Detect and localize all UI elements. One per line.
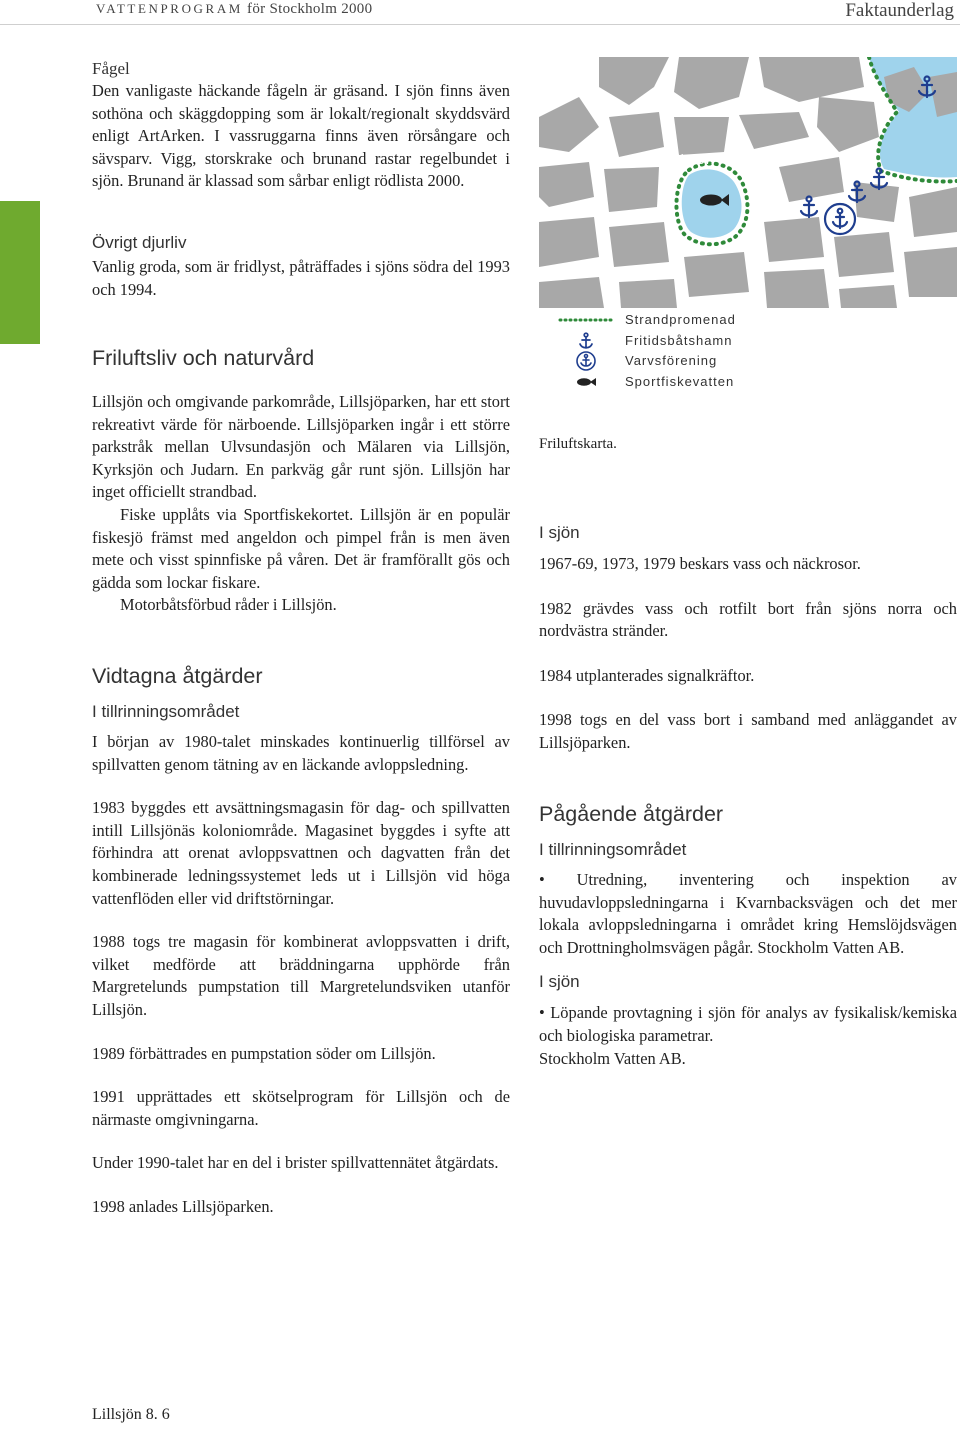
legend-row-strandpromenad — [556, 310, 856, 331]
fagel-section — [92, 58, 510, 193]
legend-row-sportfiskevatten — [556, 372, 856, 393]
isjon-section — [539, 522, 957, 755]
chapter-tab-marker — [0, 201, 40, 344]
legend-row-varvsforening — [556, 351, 856, 372]
map-legend — [556, 310, 856, 392]
legend-label: Fritidsbåtshamn — [625, 332, 733, 348]
map-lake-label: Lillsjön — [661, 151, 716, 167]
vidtagna-p5: 1991 upprättades ett skötselprogram för Lillsjön och de närmaste omgivningarna. — [92, 1087, 510, 1129]
legend-row-fritidsbatshamn — [556, 331, 856, 352]
djurliv-section — [92, 232, 510, 301]
vidtagna-p6: Under 1990-talet har en del i brister spillvattennätet åtgärdats. — [92, 1153, 499, 1173]
friluftskarta-map — [539, 57, 957, 308]
fagel-heading: Fågel — [92, 59, 130, 78]
djurliv-heading: Övrigt djurliv — [92, 233, 187, 252]
map-caption: Friluftskarta. — [539, 436, 617, 452]
vidtagna-section — [92, 662, 510, 1219]
isjon-p4: 1998 togs en del vass bort i samband med anläggandet av Lillsjöparken. — [539, 710, 957, 752]
pagaende-tillrinning-heading: I tillrinningsområdet — [539, 840, 687, 859]
circled-anchor-icon — [575, 351, 597, 371]
vidtagna-p1: I början av 1980-talet minskades kontinuerlig tillförsel av spillvatten genom tätning av en läckande avloppsledning. — [92, 732, 510, 774]
vidtagna-p4: 1989 förbättrades en pumpstation söder om Lillsjön. — [92, 1043, 436, 1063]
legend-label: Strandpromenad — [625, 312, 736, 327]
section-title: Faktaunderlag — [845, 0, 954, 21]
isjon-p1: 1967-69, 1973, 1979 beskars vass och näckrosor. — [539, 554, 861, 573]
dotted-line-icon — [558, 317, 614, 323]
pagaende-heading: Pågående åtgärder — [539, 802, 724, 826]
pagaende-org: Stockholm Vatten AB. — [539, 1048, 686, 1068]
pagaende-isjon-heading: I sjön — [539, 972, 580, 992]
isjon-p2: 1982 grävdes vass och rotfilt bort från sjöns norra och nordvästra stränder. — [539, 598, 957, 641]
vidtagna-p2: 1983 byggdes ett avsättningsmagasin för dag- och spillvatten intill Lillsjönäs koloniområde. Magasinet byggdes i syfte att förhindra att orenat avloppsvattnen och dagvatten från det kombinerade ledningssystemet leds ut i Lillsjön vid höga vattenflöden eller vid driftstörningar. — [92, 798, 510, 908]
isjon-p3: 1984 utplanterades signalkräftor. — [539, 665, 755, 685]
friluftsliv-heading: Friluftsliv och naturvård — [92, 346, 315, 370]
friluftsliv-p3: Motorbåtsförbud råder i Lillsjön. — [120, 595, 337, 615]
isjon-heading: I sjön — [539, 523, 580, 542]
series-title: VATTENPROGRAM för Stockholm 2000 — [96, 1, 373, 17]
anchor-icon — [576, 332, 596, 350]
vidtagna-p3: 1988 togs tre magasin för kombinerat avloppsvatten i drift, vilket medförde att bräddningarna upphörde från Margretelunds pumpstation till Margretelundsviken utanför Lillsjön. — [92, 932, 510, 1019]
vidtagna-p7: 1998 anlades Lillsjöparken. — [92, 1196, 274, 1216]
pagaende-section — [539, 800, 957, 1070]
fagel-text: Den vanligaste häckande fågeln är gräsand. I sjön finns även sothöna och skäggdopping som är lokalt/regionalt skyddsvärd enligt ArtArken. I vassruggarna finns även rörsångare och sävsparv. Vigg, storskrake och brunand rastar regelbundet i sjön. Brunand är klassad som sårbar enligt rödlista 2000. — [92, 81, 510, 191]
friluftsliv-section — [92, 344, 510, 617]
map-graphic — [539, 57, 957, 308]
friluftsliv-p1: Lillsjön och omgivande parkområde, Lillsjöparken, har ett stort rekreativt värde för närboende. Lillsjöparken ingår i ett större parkstråk mellan Ulvsundasjön och Mälaren via Lillsjön, Kyrksjön och Judarn. En parkväg går runt sjön. Lillsjön har inget officiellt strandbad. — [92, 392, 510, 502]
pagaende-bullet-2: • Löpande provtagning i sjön för analys av fysikalisk/kemiska och biologiska parametrar. — [539, 1003, 957, 1045]
legend-label: Varvsförening — [625, 353, 718, 368]
vidtagna-heading: Vidtagna åtgärder — [92, 664, 263, 688]
legend-label: Sportfiskevatten — [625, 373, 735, 389]
pagaende-bullet-1: • Utredning, inventering och inspektion av huvudavloppsledningarna i Kvarnbacksvägen och det mer lokala avloppsledningarna i området kring Hemslöjdsvägen och Drottningholmsvägen pågår. Stockholm Vatten AB. — [539, 870, 957, 957]
tillrinning-heading: I tillrinningsområdet — [92, 702, 240, 721]
page-number: Lillsjön 8. 6 — [92, 1406, 170, 1423]
djurliv-text: Vanlig groda, som är fridlyst, påträffades i sjöns södra del 1993 och 1994. — [92, 257, 510, 299]
fish-icon — [575, 376, 597, 388]
page-header — [0, 0, 960, 25]
friluftsliv-p2: Fiske upplåts via Sportfiskekortet. Lillsjön är en populär fiskesjö främst med angeldon och pimpel från is men även mete och visst spinnfiske på våren. Det är framförallt gös och gädda som lockar fiskare. — [92, 504, 510, 592]
